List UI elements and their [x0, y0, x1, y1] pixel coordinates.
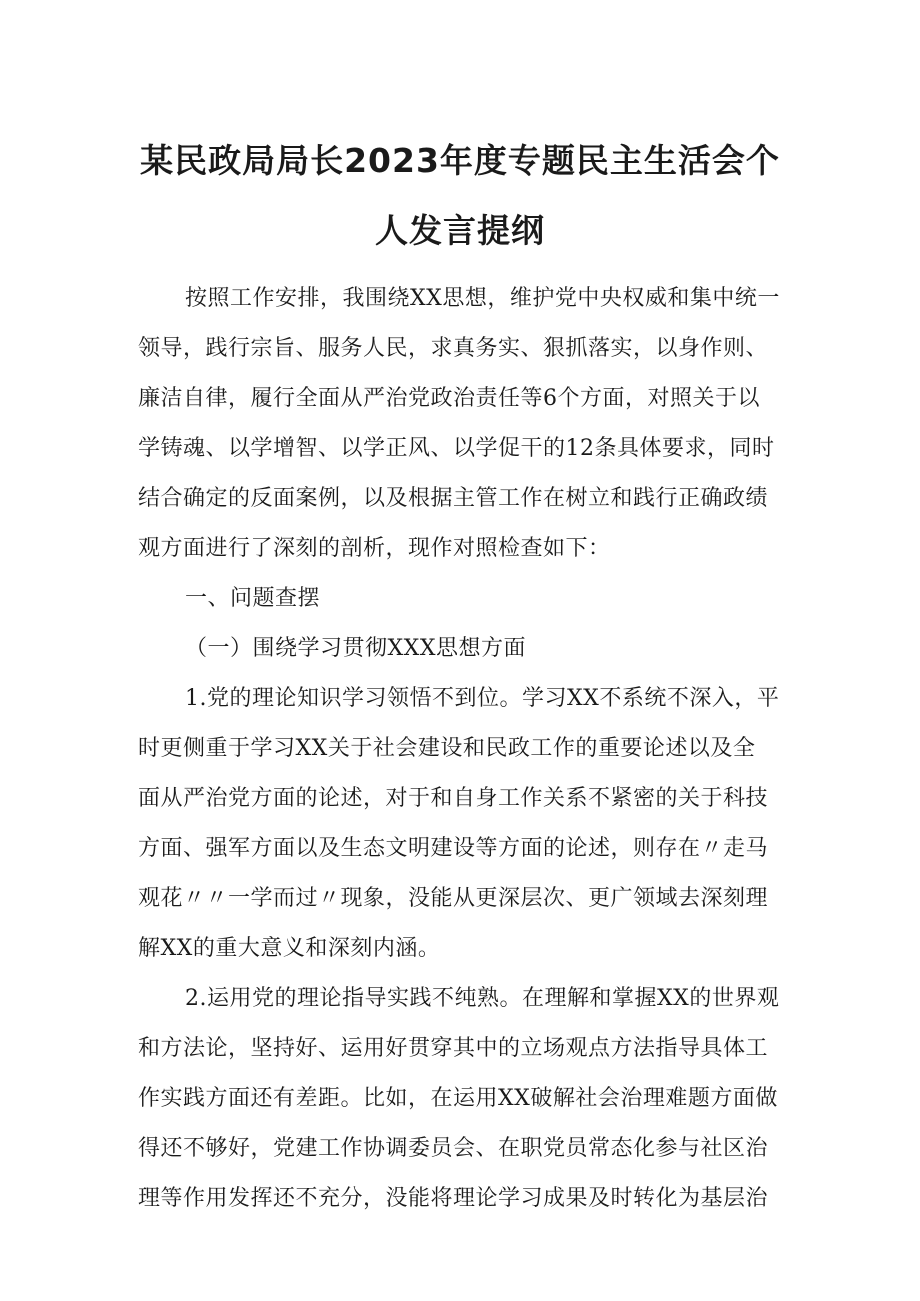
section-heading: 一、问题查摆 [185, 586, 321, 611]
body-line: 领导，践行宗旨、服务人民，求真务实、狠抓落实，以身作则、 [138, 336, 769, 361]
body-line: 按照工作安排，我围绕XX思想，维护党中央权威和集中统一 [185, 286, 780, 311]
body-line: 观花〃〃一学而过〃现象，没能从更深层次、更广领域去深刻理 [138, 886, 769, 911]
body-line: 廉洁自律，履行全面从严治党政治责任等6个方面，对照关于以 [138, 386, 760, 411]
body-line: 观方面进行了深刻的剖析，现作对照检查如下： [138, 536, 611, 561]
body-line: 作实践方面还有差距。比如，在运用XX破解社会治理难题方面做 [138, 1086, 778, 1111]
body-line: 时更侧重于学习XX关于社会建设和民政工作的重要论述以及全 [138, 736, 756, 761]
body-line: 得还不够好，党建工作协调委员会、在职党员常态化参与社区治 [138, 1136, 769, 1161]
body-line: 方面、强军方面以及生态文明建设等方面的论述，则存在〃走马 [138, 836, 769, 861]
body-line: 和方法论，坚持好、运用好贯穿其中的立场观点方法指导具体工 [138, 1036, 769, 1061]
body-line: 结合确定的反面案例，以及根据主管工作在树立和践行正确政绩 [138, 486, 769, 511]
body-line: 1.党的理论知识学习领悟不到位。学习XX不系统不深入，平 [185, 686, 780, 711]
body-line: 面从严治党方面的论述，对于和自身工作关系不紧密的关于科技 [138, 786, 769, 811]
body-line: 学铸魂、以学增智、以学正风、以学促干的12条具体要求，同时 [138, 436, 775, 461]
subsection-heading: （一）围绕学习贯彻XXX思想方面 [185, 636, 526, 661]
document-title-line-2: 人发言提纲 [375, 211, 545, 250]
body-line: 解XX的重大意义和深刻内涵。 [138, 936, 441, 961]
body-line: 理等作用发挥还不充分，没能将理论学习成果及时转化为基层治 [138, 1186, 769, 1211]
document-title-line-1: 某民政局局长2023年度专题民主生活会个 [140, 141, 780, 180]
body-line: 2.运用党的理论指导实践不纯熟。在理解和掌握XX的世界观 [185, 986, 780, 1011]
